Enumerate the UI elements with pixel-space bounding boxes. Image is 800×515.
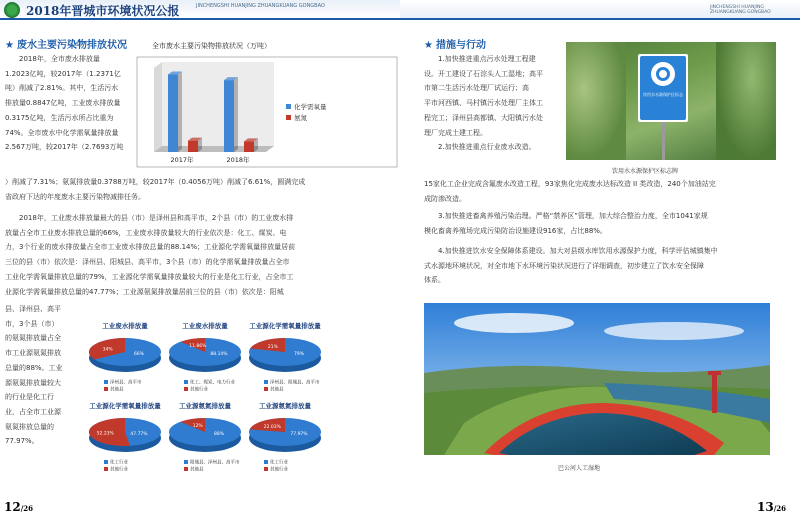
legend-label: 化学需氧量 — [294, 103, 327, 111]
pie-label-other: 34% — [102, 347, 113, 353]
pie-label-main: 66% — [133, 352, 145, 357]
pie-title: 工业源化学需氧量排放量 — [89, 402, 161, 410]
bar-chart-title: 全市废水主要污染物排放状况（万吨） — [152, 42, 271, 50]
pie-chart — [160, 334, 250, 378]
bar-side — [178, 71, 182, 152]
page-number: 12 — [4, 500, 21, 514]
pie-chart — [160, 414, 250, 458]
pie-chart — [80, 334, 170, 378]
measure-1 — [424, 52, 564, 155]
measure4-line: 4.加快推进饮水安全保障体系建设。加大对县级水库饮用水源保护力度，科学评估城镇集中 — [438, 247, 718, 255]
pie-title: 工业源氨氮排放量 — [179, 402, 231, 410]
para1-line: 2.567万吨，较2017年（2.7693万吨 — [5, 143, 124, 152]
page-total: /26 — [20, 504, 34, 513]
pie-legend — [264, 460, 288, 473]
legend-swatch — [286, 104, 291, 109]
legend-swatch — [184, 387, 188, 391]
para3-line: 市，3个县（市） — [5, 319, 59, 328]
pie-legend-item — [264, 380, 320, 387]
pie-legend-item — [184, 460, 240, 467]
pie-label-other: 11.86% — [189, 343, 207, 349]
paragraph-1-wrapped — [5, 52, 130, 155]
photo-caption-sign: 饮用水水源保护区标志牌 — [612, 168, 679, 175]
legend-label: 其他县 — [190, 467, 204, 472]
measure-4 — [424, 244, 796, 288]
page-number-right — [757, 500, 786, 514]
measure-3 — [424, 209, 796, 238]
water-source-sign-photo — [566, 42, 776, 160]
pie-legend — [264, 380, 320, 393]
left-header — [0, 0, 400, 20]
section-title-wastewater — [5, 36, 127, 51]
pie-title: 工业废水排放量 — [102, 322, 148, 330]
legend-swatch — [104, 380, 108, 384]
pie-legend — [104, 380, 142, 393]
bar — [188, 141, 198, 152]
para1-line: 74%。全市废水中化学需氧量排放量 — [5, 128, 119, 137]
legend-label: 化工、煤炭、电力行业 — [190, 380, 235, 386]
chart-side-wall — [154, 62, 162, 152]
para3-line: 县、泽州县、高平 — [5, 305, 61, 313]
pie-legend-item — [264, 387, 320, 394]
page-number-left — [4, 500, 33, 514]
pie-legend-item — [104, 380, 142, 387]
pie-title: 工业源化学需氧量排放量 — [249, 322, 321, 330]
section-title-measures — [424, 36, 486, 51]
para2-line: 2018年，工业废水排放量最大的县（市）是泽州县和高平市，2个县（市）的工业废水排 — [19, 214, 294, 222]
measure1-line: 设。开工建设了石淙头人工湿地；高平 — [424, 69, 543, 78]
pie-legend — [184, 460, 240, 473]
legend-swatch — [264, 467, 268, 471]
section-title-text: 废水主要污染物排放状况 — [16, 40, 127, 51]
pie-label-main: 77.97% — [290, 432, 308, 437]
legend-swatch — [264, 380, 268, 384]
x-tick-label: 2018年 — [226, 156, 250, 164]
report-title: 2018年晋城市环境状况公报 — [26, 4, 180, 18]
pie-chart — [240, 414, 330, 458]
pie-label-other: 52.23% — [96, 431, 114, 437]
emblem-icon — [4, 2, 20, 18]
pie-label-other: 21% — [267, 344, 278, 350]
legend-label: 其他县 — [110, 387, 124, 392]
pie-legend-item — [104, 387, 142, 394]
pie-chart — [80, 414, 170, 458]
legend-swatch — [184, 380, 188, 384]
star-icon: ★ — [424, 40, 433, 51]
pie-label-main: 88% — [213, 432, 225, 437]
page-number: 13 — [757, 500, 774, 514]
paragraph-2 — [5, 211, 395, 299]
para1-line: 吨）削减了2.81%。其中，生活污水 — [5, 84, 119, 93]
para2-line: 三位的县（市）依次是：泽州县、阳城县、高平市，3个县（市）的化学需氧量排放量占全市 — [5, 258, 290, 267]
measure-2 — [424, 177, 796, 206]
para3-line: 业，占全市工业源 — [5, 407, 61, 416]
water-drop-icon — [651, 62, 675, 86]
para1-line: 省政府下达的年度废水主要污染物减排任务。 — [5, 192, 145, 201]
legend-label: 其他行业 — [190, 387, 208, 392]
measure2-line: 成防渗改造。 — [424, 194, 466, 203]
paragraph-3 — [5, 302, 77, 449]
legend-label: 泽州县、阳城县、高平市 — [270, 380, 320, 386]
legend-swatch — [184, 467, 188, 471]
star-icon: ★ — [5, 40, 14, 51]
measure4-line: 体系。 — [424, 276, 445, 285]
bar — [168, 74, 178, 152]
para3-line: 77.97%。 — [5, 437, 39, 446]
photo-caption-wetland: 巴公河人工湿地 — [558, 465, 601, 472]
para1-line: 2018年，全市废水排放量 — [19, 55, 100, 63]
pie-chart — [240, 334, 330, 378]
legend-swatch — [286, 115, 291, 120]
bar — [224, 80, 234, 152]
pie-label-main: 47.77% — [130, 432, 148, 437]
pie-title: 工业源氨氮排放量 — [259, 402, 311, 410]
page-total: /26 — [773, 504, 787, 513]
pie-legend-item — [184, 387, 235, 394]
para2-line: 力，3个行业的废水排放量占全市工业废水排放总量的88.14%；工业源化学需氧量排放量居前 — [5, 243, 296, 252]
measure1-line: 理厂完成土建工程。 — [424, 128, 487, 137]
pie-legend-item — [184, 380, 235, 387]
legend-label: 化工行业 — [270, 460, 288, 466]
pie-label-main: 79% — [293, 352, 305, 357]
para3-line: 总量的88%。工业 — [5, 363, 63, 372]
legend-label: 化工行业 — [110, 460, 128, 466]
bar-side — [234, 77, 238, 152]
legend-swatch — [104, 467, 108, 471]
para3-line: 的行业是化工行 — [5, 393, 54, 402]
para2-line: 工业化学需氧量排放总量的79%，工业源化学需氧量排放量较大的行业是化工行业，占全市工 — [5, 272, 294, 281]
paragraph-1-full — [5, 175, 395, 204]
legend-label: 氨氮 — [294, 114, 307, 122]
legend-swatch — [104, 460, 108, 464]
bar — [244, 141, 254, 152]
para1-line: 0.3175亿吨，生活污水所占比重为 — [5, 113, 114, 122]
right-header — [400, 0, 800, 20]
para1-line: 排放量0.8847亿吨，工业废水排放量 — [5, 99, 121, 108]
pie-label-other: 22.03% — [263, 425, 281, 431]
legend-label: 其他行业 — [110, 467, 128, 472]
pie-label-main: 88.14% — [210, 352, 228, 357]
measure1-line: 平市河西镇、马村镇污水处理厂主体工 — [424, 99, 543, 108]
para3-line: 的氨氮排放量占全 — [5, 334, 61, 343]
legend-swatch — [184, 460, 188, 464]
measure3-line: 3.加快推进畜禽养殖污染治理。严格“禁养区”管理，加大综合整治力度，全市1041家规 — [438, 212, 708, 220]
legend-swatch — [104, 387, 108, 391]
pie-legend — [184, 380, 235, 393]
measure2-heading: 2.加快推进重点行业废水改造。 — [438, 143, 536, 152]
measure1-line: 市第二生活污水处理厂试运行；高 — [424, 84, 529, 93]
x-tick-label: 2017年 — [170, 156, 194, 164]
para2-line: 业源化学需氧量排放总量的47.77%；工业源氨氮排放量居前三位的县（市）依次是：阳城 — [5, 287, 284, 296]
measure2-line: 15家化工企业完成含氟废水改造工程，93家焦化完成废水达标改造 II 类改造，240个加油站完 — [424, 180, 716, 188]
para1-line: ）削减了7.31%；氨氮排放量0.3788万吨，较2017年（0.4056万吨）削减了6.61%，圆满完成 — [5, 178, 306, 186]
pie-title: 工业废水排放量 — [182, 322, 228, 330]
legend-swatch — [264, 460, 268, 464]
report-subtitle: JINCHENGSHI HUANJING ZHUANGKUANG GONGBAO — [710, 5, 771, 15]
wetland-photo — [424, 303, 770, 455]
pie-legend-item — [264, 467, 288, 474]
pie-legend-item — [104, 467, 128, 474]
legend-label: 其他县 — [270, 387, 284, 392]
pie-legend-item — [184, 467, 240, 474]
right-page — [400, 0, 800, 515]
section-title-text: 措施与行动 — [435, 40, 486, 51]
wetland-illustration — [424, 303, 770, 455]
report-subtitle: JINCHENGSHI HUANJING ZHUANGKUANG GONGBAO — [196, 3, 325, 9]
para1-line: 1.2023亿吨，较2017年（1.2371亿 — [5, 69, 121, 78]
bar-chart — [136, 56, 398, 168]
legend-label: 其他行业 — [270, 467, 288, 472]
pie-label-other: 12% — [192, 423, 203, 429]
pie-legend — [104, 460, 128, 473]
sign-text: 饮用水水源保护区标志 — [643, 92, 683, 97]
legend-label: 阳城县、泽州县、高平市 — [190, 460, 240, 466]
para3-line: 源氨氮排放量较大 — [5, 378, 61, 387]
legend-swatch — [264, 387, 268, 391]
para3-line: 市工业源氨氮排放 — [5, 349, 61, 358]
para2-line: 放量占全市工业废水排放总量的66%，工业废水排放量较大的行业依次是：化工、煤炭、电 — [5, 228, 287, 237]
legend-label: 泽州县、高平市 — [110, 380, 142, 386]
measure1-line: 1.加快推进重点污水处理工程建 — [438, 55, 536, 63]
para3-line: 氨氮排放总量的 — [5, 422, 54, 431]
measure4-line: 式水源地环境状况，对全市地下水环境污染状况进行了详细调查，初步建立了饮水安全保障 — [424, 261, 704, 270]
measure3-line: 模化畜禽养殖场完成污染防治设施建设916家，占比88%。 — [424, 226, 607, 235]
measure1-line: 程完工；泽州县高都镇、大阳镇污水处 — [424, 113, 543, 122]
